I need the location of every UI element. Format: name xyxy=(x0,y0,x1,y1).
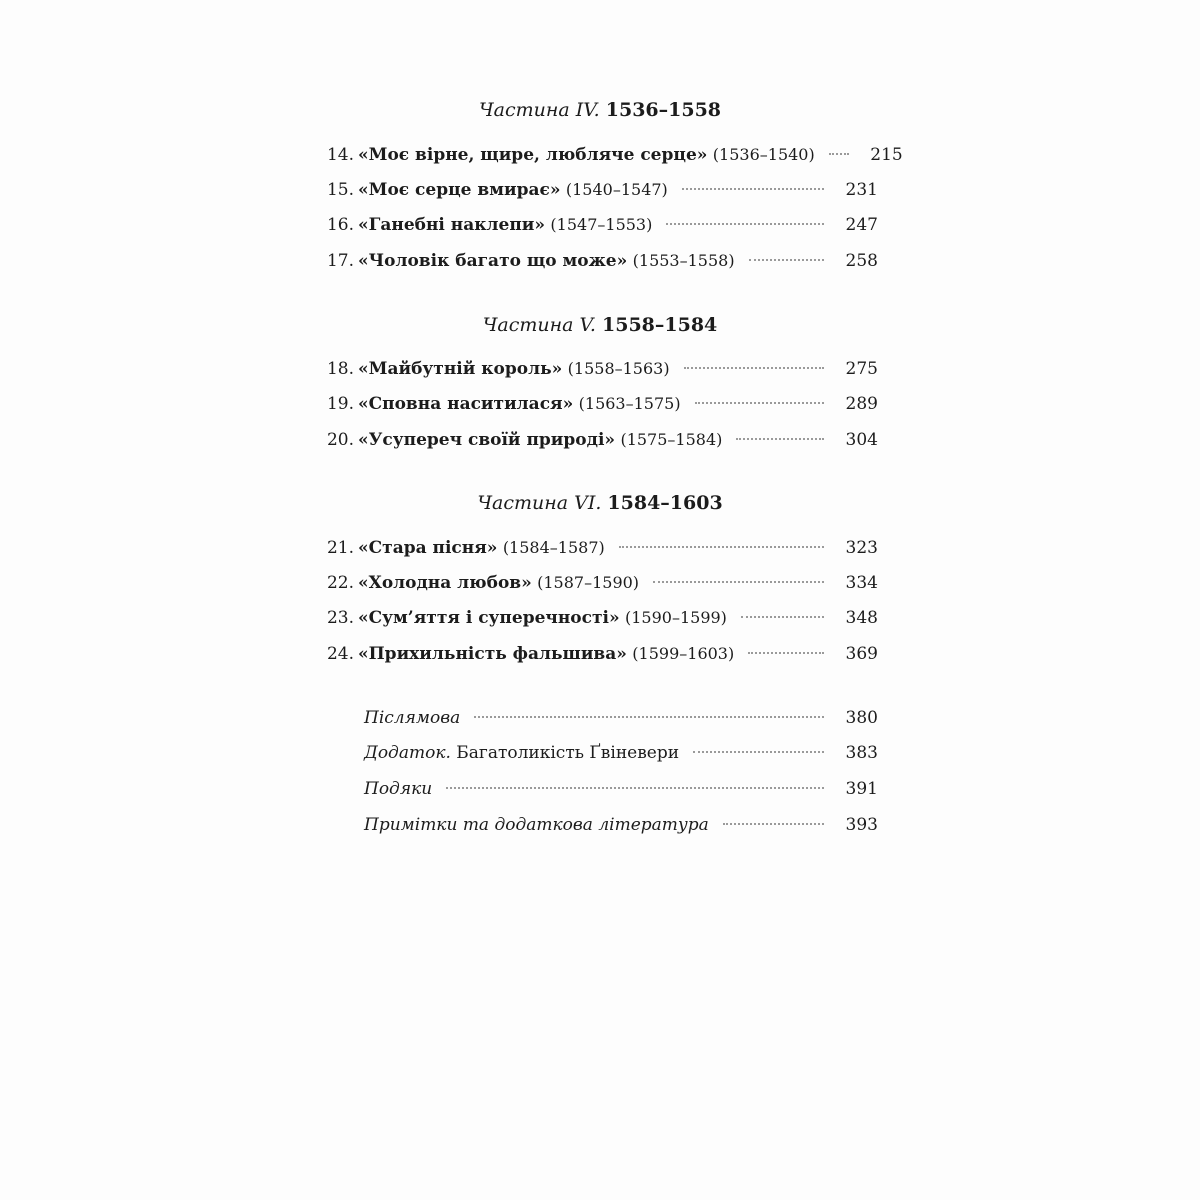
chapter-title xyxy=(358,212,652,238)
chapter-dates: (1563–1575) xyxy=(578,394,681,413)
chapter-number: 22. xyxy=(326,573,354,593)
part-heading xyxy=(320,491,880,515)
section-title xyxy=(364,740,679,766)
chapter-dates: (1599–1603) xyxy=(632,644,735,663)
leader-dots xyxy=(666,223,824,225)
toc-entry[interactable] xyxy=(320,605,878,631)
chapter-number: 14. xyxy=(326,145,354,165)
page-number: 275 xyxy=(845,359,878,379)
chapter-dates: (1558–1563) xyxy=(567,359,670,378)
chapter-title xyxy=(358,142,815,168)
chapter-title xyxy=(358,535,605,561)
toc-entry[interactable] xyxy=(320,535,878,561)
page-number: 369 xyxy=(845,644,878,664)
chapter-number: 20. xyxy=(326,430,354,450)
table-of-contents xyxy=(320,0,903,1200)
page-number: 323 xyxy=(845,538,878,558)
toc-entry-notes[interactable] xyxy=(364,812,878,838)
leader-dots xyxy=(741,616,824,618)
toc-entry[interactable] xyxy=(320,177,878,203)
leader-dots xyxy=(723,823,824,825)
leader-dots xyxy=(749,259,824,261)
leader-dots xyxy=(748,652,824,654)
chapter-number: 24. xyxy=(326,644,354,664)
leader-dots xyxy=(695,402,824,404)
leader-dots xyxy=(474,716,824,718)
chapter-title-text: «Стара пісня» xyxy=(358,538,498,558)
chapter-dates: (1587–1590) xyxy=(537,573,640,592)
leader-dots xyxy=(446,787,824,789)
chapter-title-text: «Усупереч своїй природі» xyxy=(358,430,616,450)
leader-dots xyxy=(829,153,849,155)
chapter-title-text: «Ганебні наклепи» xyxy=(358,215,546,235)
chapter-title-text: «Моє серце вмирає» xyxy=(358,180,561,200)
section-title-rest: Багатоликість Ґвіневери xyxy=(456,743,680,763)
toc-entry[interactable] xyxy=(320,212,878,238)
leader-dots xyxy=(619,546,824,548)
chapter-dates: (1553–1558) xyxy=(632,251,735,270)
section-title xyxy=(364,705,460,731)
part-years: 1584–1603 xyxy=(607,492,723,514)
chapter-title-text: «Прихильність фальшива» xyxy=(358,644,627,664)
section-title-italic: Подяки xyxy=(364,779,433,799)
chapter-title xyxy=(358,427,722,453)
chapter-dates: (1547–1553) xyxy=(550,215,653,234)
chapter-number: 23. xyxy=(326,608,354,628)
leader-dots xyxy=(684,367,824,369)
toc-entry[interactable] xyxy=(320,248,878,274)
chapter-dates: (1584–1587) xyxy=(502,538,605,557)
part-years: 1558–1584 xyxy=(602,314,718,336)
toc-entry[interactable] xyxy=(320,641,878,667)
toc-entry[interactable] xyxy=(320,570,878,596)
section-title-italic: Примітки та додаткова література xyxy=(364,815,709,835)
page-number: 304 xyxy=(845,430,878,450)
page-number: 247 xyxy=(845,215,878,235)
toc-entry[interactable] xyxy=(320,427,878,453)
toc-entry[interactable] xyxy=(320,142,903,168)
chapter-title-text: «Моє вірне, щире, любляче серце» xyxy=(358,145,708,165)
part-label: Частина VI. xyxy=(477,492,602,514)
chapter-number: 18. xyxy=(326,359,354,379)
toc-entry-appendix[interactable] xyxy=(364,740,878,766)
part-heading xyxy=(320,98,880,122)
chapter-title xyxy=(358,248,735,274)
chapter-number: 21. xyxy=(326,538,354,558)
leader-dots xyxy=(653,581,824,583)
chapter-title xyxy=(358,641,734,667)
chapter-title xyxy=(358,605,727,631)
page-number: 348 xyxy=(845,608,878,628)
chapter-number: 17. xyxy=(326,251,354,271)
page-number: 215 xyxy=(870,145,903,165)
part-heading xyxy=(320,313,880,337)
toc-entry-afterword[interactable] xyxy=(364,705,878,731)
section-title-italic: Післямова xyxy=(364,708,461,728)
page-number: 380 xyxy=(845,708,878,728)
chapter-title xyxy=(358,356,670,382)
chapter-title-text: «Чоловік багато що може» xyxy=(358,251,628,271)
chapter-number: 15. xyxy=(326,180,354,200)
chapter-title-text: «Сповна наситилася» xyxy=(358,394,574,414)
chapter-title-text: «Холодна любов» xyxy=(358,573,532,593)
section-title xyxy=(364,776,432,802)
chapter-title-text: «Майбутній король» xyxy=(358,359,563,379)
chapter-dates: (1540–1547) xyxy=(565,180,668,199)
chapter-title-text: «Сум’яття і суперечності» xyxy=(358,608,620,628)
chapter-title xyxy=(358,570,639,596)
leader-dots xyxy=(693,751,824,753)
page-number: 383 xyxy=(845,743,878,763)
toc-entry[interactable] xyxy=(320,356,878,382)
page-number: 231 xyxy=(845,180,878,200)
page-number: 393 xyxy=(845,815,878,835)
leader-dots xyxy=(736,438,824,440)
leader-dots xyxy=(682,188,824,190)
chapter-number: 16. xyxy=(326,215,354,235)
page-number: 258 xyxy=(845,251,878,271)
toc-entry-acknowledgements[interactable] xyxy=(364,776,878,802)
section-title-italic: Додаток. xyxy=(364,743,451,763)
page-number: 391 xyxy=(845,779,878,799)
chapter-dates: (1536–1540) xyxy=(712,145,815,164)
section-title xyxy=(364,812,709,838)
chapter-dates: (1590–1599) xyxy=(625,608,727,627)
part-years: 1536–1558 xyxy=(605,99,722,121)
page-number: 334 xyxy=(845,573,878,593)
part-label: Частина IV. xyxy=(478,99,600,121)
chapter-title xyxy=(358,391,681,417)
chapter-dates: (1575–1584) xyxy=(620,430,723,449)
page-number: 289 xyxy=(845,394,878,414)
chapter-title xyxy=(358,177,668,203)
part-label: Частина V. xyxy=(482,314,596,336)
toc-entry[interactable] xyxy=(320,391,878,417)
chapter-number: 19. xyxy=(326,394,354,414)
